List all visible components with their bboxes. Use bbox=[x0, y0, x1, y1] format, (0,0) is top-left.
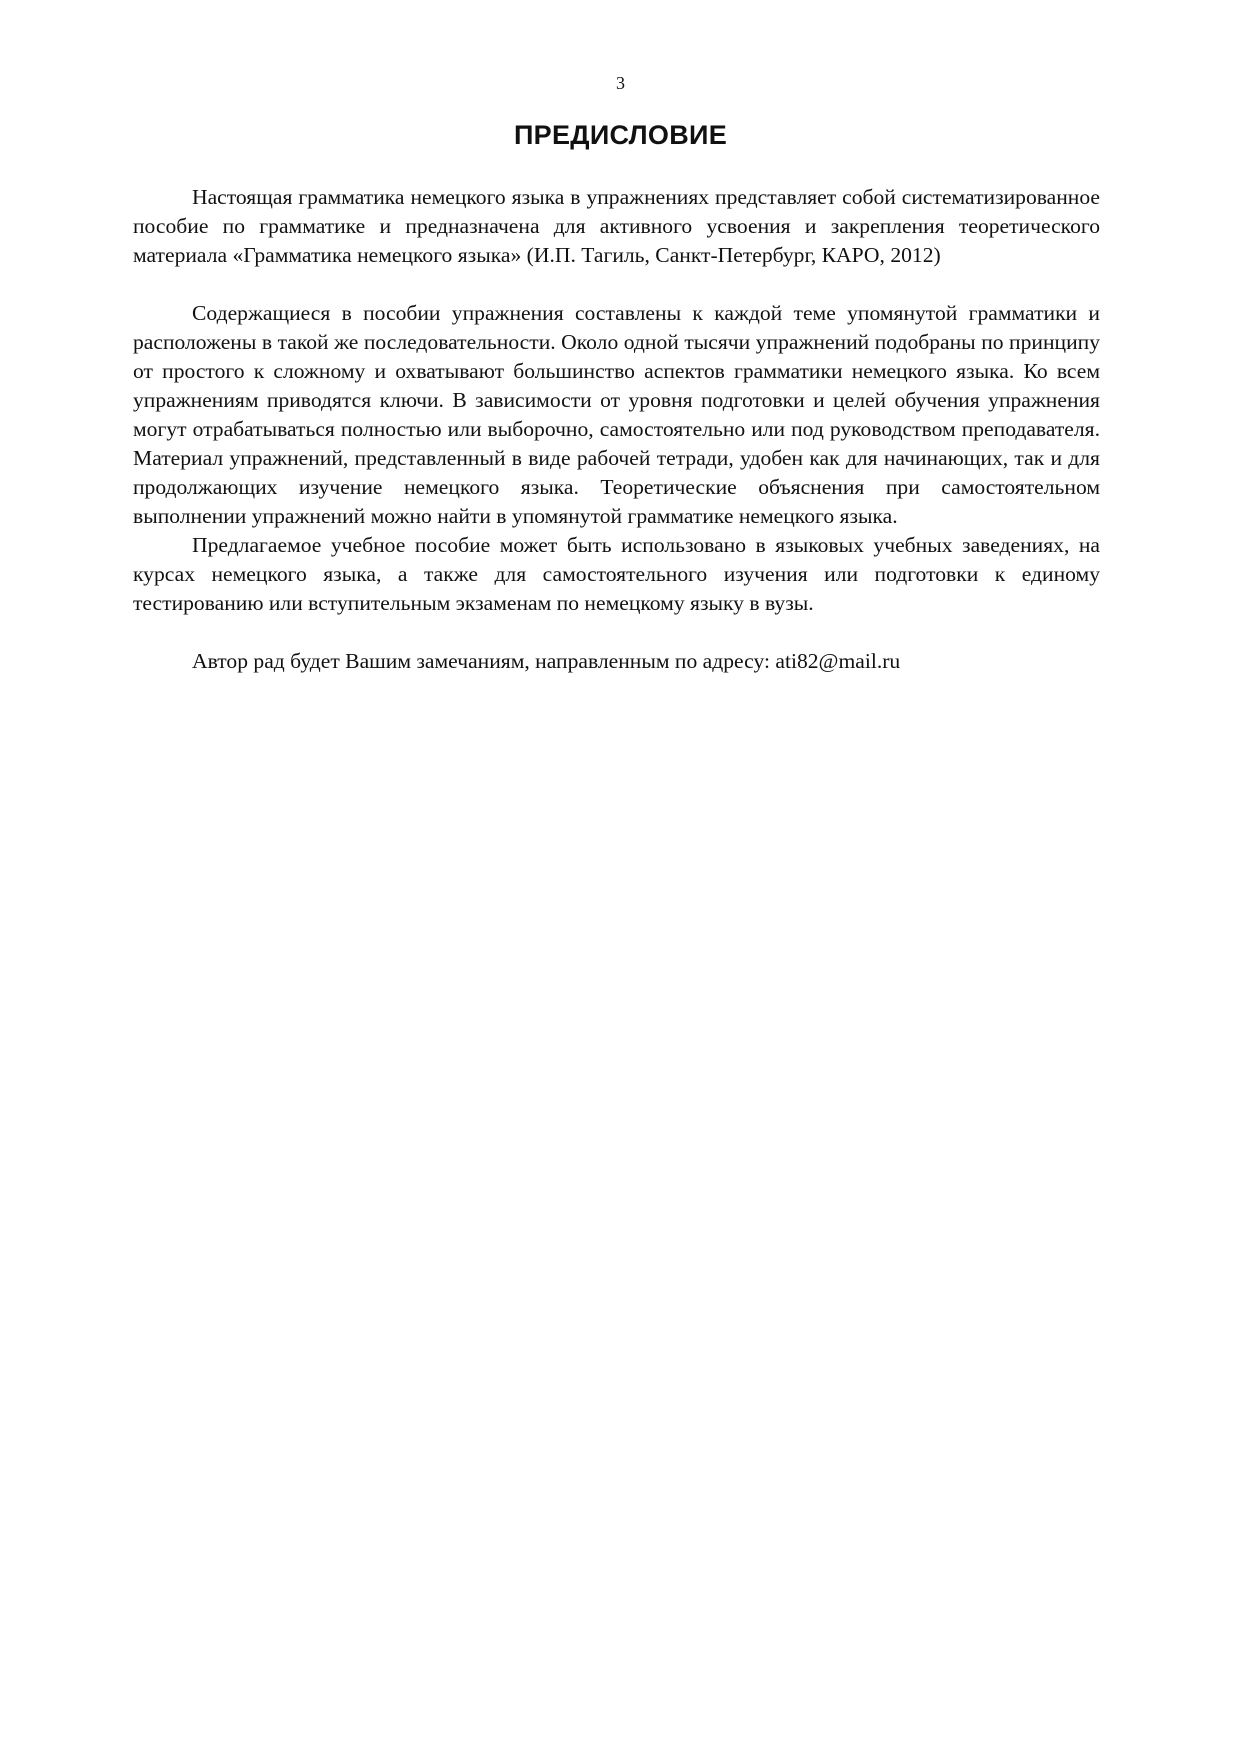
page-number: 3 bbox=[616, 73, 625, 93]
page-title: ПРЕДИСЛОВИЕ bbox=[513, 120, 728, 150]
paragraph-exercises: Содержащиеся в пособии упражнения составлены к каждой теме упомянутой грамматики и расположены в такой же последовательности. Около одной тысячи упражнений подобраны по принципу от простого к сложному и охватывают большинство аспектов грамматики немецкого языка. Ко всем упражнениям приводятся ключи. В зависимости от уровня подготовки и целей обучения упражнения могут отрабатываться полностью или выборочно, самостоятельно или под руководством преподавателя. Материал упражнений, представленный в виде рабочей тетради, удобен как для начинающих, так и для продолжающих изучение немецкого языка. Теоретические объяснения при самостоятельном выполнении упражнений можно найти в упомянутой грамматике немецкого языка. bbox=[133, 301, 1100, 528]
paragraph-contact: Автор рад будет Вашим замечаниям, направленным по адресу: ati82@mail.ru bbox=[192, 649, 901, 673]
preface-body bbox=[133, 183, 1100, 676]
paragraph-usage: Предлагаемое учебное пособие может быть использовано в языковых учебных заведениях, на курсах немецкого языка, а также для самостоятельного изучения или подготовки к единому тестированию или вступительным экзаменам по немецкому языку в вузы. bbox=[133, 533, 1100, 615]
paragraph-intro: Настоящая грамматика немецкого языка в упражнениях представляет собой систематизированное пособие по грамматике и предназначена для активного усвоения и закрепления теоретического материала «Грамматика немецкого языка» (И.П. Тагиль, Санкт-Петербург, КАРО, 2012) bbox=[133, 185, 1100, 267]
